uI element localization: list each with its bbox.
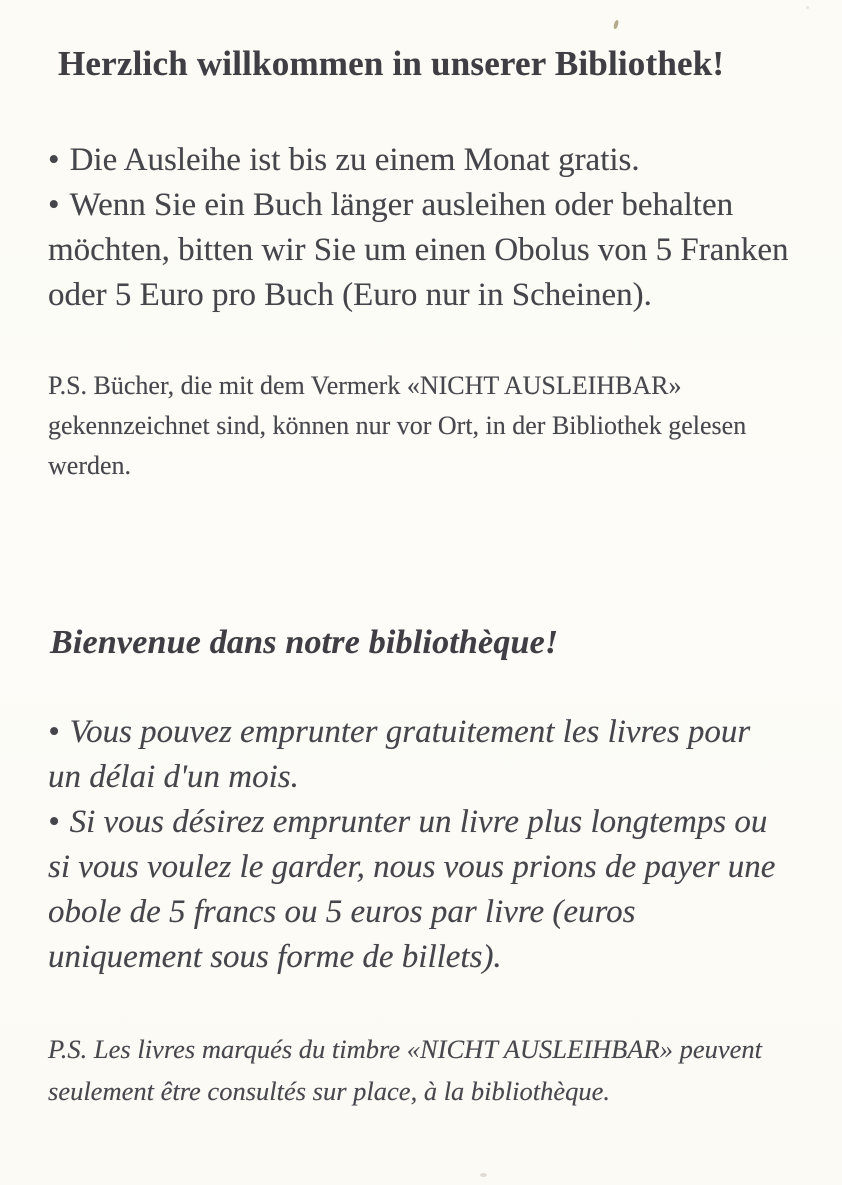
french-section: [48, 624, 790, 1112]
german-postscript: P.S. Bücher, die mit dem Vermerk «NICHT AUSLEIHBAR» gekennzeichnet sind, können nur vor Ort, in der Bibliothek gelesen werden.: [48, 371, 747, 480]
french-title: Bienvenue dans notre bibliothèque!: [50, 624, 559, 661]
german-bullet-text-2: Wenn Sie ein Buch länger ausleihen oder behalten möchten, bitten wir Sie um einen Obolus von 5 Franken oder 5 Euro pro Buch (Euro nur in Scheinen).: [48, 187, 789, 313]
scan-speck: [613, 20, 619, 30]
german-title: Herzlich willkommen in unserer Bibliothek!: [58, 44, 725, 83]
section-divider-space: [48, 486, 790, 624]
german-bullet-item-2: [48, 183, 790, 318]
german-bullet-text-1: Die Ausleihe ist bis zu einem Monat gratis.: [69, 142, 640, 178]
french-bullet-text-2: Si vous désirez emprunter un livre plus longtemps ou si vous voulez le garder, nous vous prions de payer une obole de 5 francs ou 5 euros par livre (euros uniquement sous forme de billets).: [48, 804, 776, 975]
french-bullet-item-1: [48, 710, 790, 800]
french-bullet-item-2: [48, 800, 790, 980]
bullet-glyph: •: [48, 142, 60, 178]
german-section: [48, 44, 790, 486]
scan-speck: [480, 1173, 487, 1177]
german-bullet-item-1: [48, 138, 790, 183]
german-bullet-list: [48, 138, 790, 318]
bullet-glyph: •: [48, 714, 60, 750]
german-postscript-block: [48, 366, 790, 486]
scan-speck: [806, 6, 809, 9]
french-bullet-text-1: Vous pouvez emprunter gratuitement les livres pour un délai d'un mois.: [48, 714, 751, 795]
french-postscript-block: [48, 1028, 790, 1112]
bullet-glyph: •: [48, 187, 60, 223]
french-postscript: P.S. Les livres marqués du timbre «NICHT AUSLEIHBAR» peuvent seulement être consultés sur place, à la bibliothèque.: [48, 1034, 762, 1106]
french-bullet-list: [48, 710, 790, 980]
bullet-glyph: •: [48, 804, 60, 840]
